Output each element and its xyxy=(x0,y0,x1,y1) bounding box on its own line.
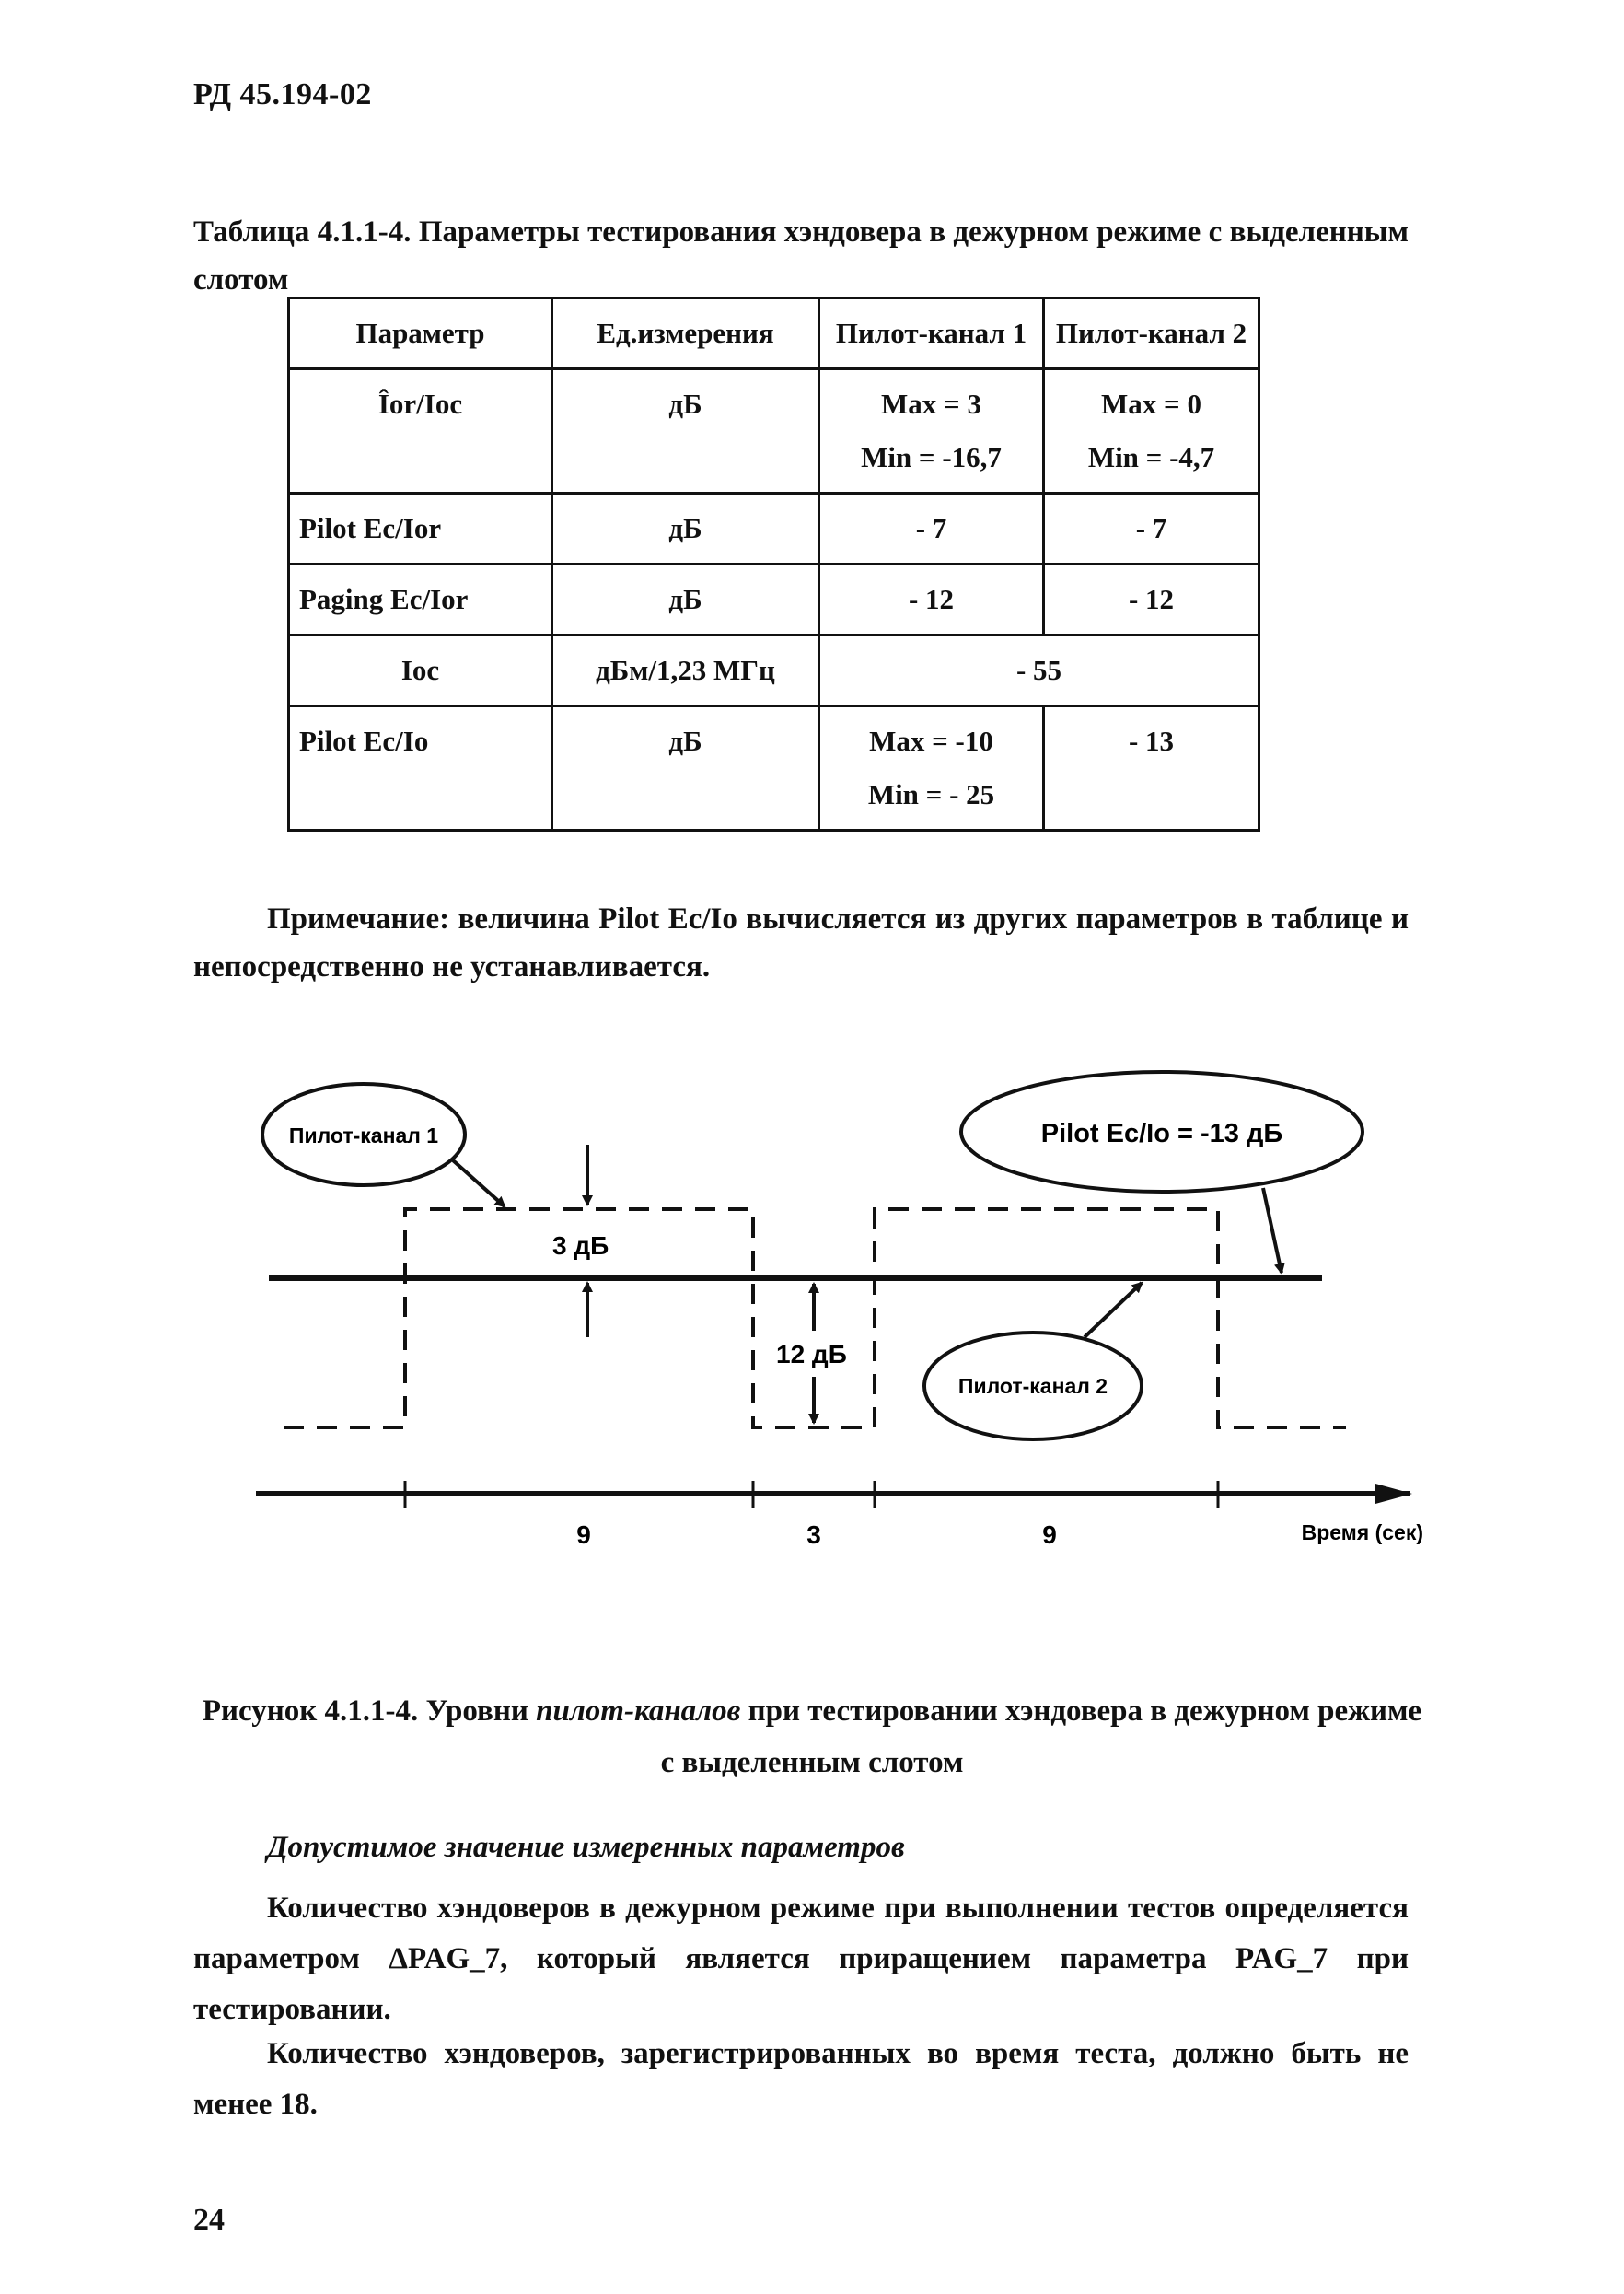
unit-cell: дБ xyxy=(552,706,819,831)
unit-cell: дБ xyxy=(552,565,819,635)
header-parameter: Параметр xyxy=(289,298,552,369)
min-value: Min = -16,7 xyxy=(861,441,1002,473)
min-value: Min = -4,7 xyxy=(1087,441,1215,473)
max-value: Max = 3 xyxy=(881,388,981,420)
pilot2-cell: - 13 xyxy=(1044,706,1259,831)
figure-caption-italic: пилот-каналов xyxy=(536,1694,741,1728)
table-caption: Таблица 4.1.1-4. Параметры тестирования хэндовера в дежурном режиме с выделенным слотом xyxy=(193,215,1409,297)
param-cell: Pilot Ec/Ior xyxy=(289,494,552,565)
pilot1-callout-label: Пилот-канал 1 xyxy=(288,1124,439,1147)
note-text: Примечание: величина Pilot Ec/Io вычисляется из других параметров в таблице и непосредственно не устанавливается. xyxy=(193,902,1409,984)
pilot1-cell: - 7 xyxy=(819,494,1044,565)
db12-label: 12 дБ xyxy=(776,1340,847,1368)
page-number: 24 xyxy=(193,2203,225,2237)
db3-label: 3 дБ xyxy=(552,1231,609,1260)
time-axis-label: Время (сек) xyxy=(1301,1520,1423,1544)
both-channels-cell: - 55 xyxy=(819,635,1259,706)
interval-label: 9 xyxy=(1042,1520,1057,1549)
unit-cell: дБ xyxy=(552,494,819,565)
pilot-ecio-callout-label: Pilot Ec/Io = -13 дБ xyxy=(1040,1119,1283,1148)
pilot2-callout-label: Пилот-канал 2 xyxy=(957,1374,1108,1398)
figure-caption xyxy=(193,1685,1431,1788)
pilot1-cell: - 12 xyxy=(819,565,1044,635)
param-cell: Paging Ec/Ior xyxy=(289,565,552,635)
figure-caption-suffix: при тестировании хэндовера в дежурном режиме с выделенным слотом xyxy=(660,1694,1422,1779)
pilot-ecio-callout-arrow xyxy=(1263,1188,1282,1273)
paragraph xyxy=(193,1883,1409,2035)
param-cell: Îor/Ioc xyxy=(289,369,552,494)
max-value: Max = -10 xyxy=(869,725,993,757)
unit-cell: дБм/1,23 МГц xyxy=(552,635,819,706)
header-pilot-channel-2: Пилот-канал 2 xyxy=(1044,298,1259,369)
section-heading: Допустимое значение измеренных параметров xyxy=(267,1831,905,1864)
figure-caption-prefix: Рисунок 4.1.1-4. Уровни xyxy=(202,1694,528,1728)
pilot1-callout-arrow xyxy=(453,1160,505,1206)
pilot2-callout-arrow xyxy=(1085,1283,1142,1337)
pilot2-cell: - 12 xyxy=(1044,565,1259,635)
header-unit: Ед.измерения xyxy=(552,298,819,369)
max-value: Max = 0 xyxy=(1101,388,1201,420)
pilot2-cell: - 7 xyxy=(1044,494,1259,565)
header-pilot-channel-1: Пилот-канал 1 xyxy=(819,298,1044,369)
param-cell: Pilot Ec/Io xyxy=(289,706,552,831)
unit-cell: дБ xyxy=(552,369,819,494)
interval-label: 3 xyxy=(806,1520,821,1549)
paragraph xyxy=(193,2029,1409,2130)
document-code: РД 45.194-02 xyxy=(193,77,372,111)
param-cell: Ioc xyxy=(289,635,552,706)
interval-label: 9 xyxy=(576,1520,591,1549)
paragraph-text: Количество хэндоверов в дежурном режиме при выполнении тестов определяется параметром ΔPAG_7, который является приращением параметра PAG_7 при тестировании. xyxy=(193,1892,1409,2026)
paragraph-text: Количество хэндоверов, зарегистрированных во время теста, должно быть не менее 18. xyxy=(193,2037,1409,2121)
min-value: Min = - 25 xyxy=(867,778,995,810)
